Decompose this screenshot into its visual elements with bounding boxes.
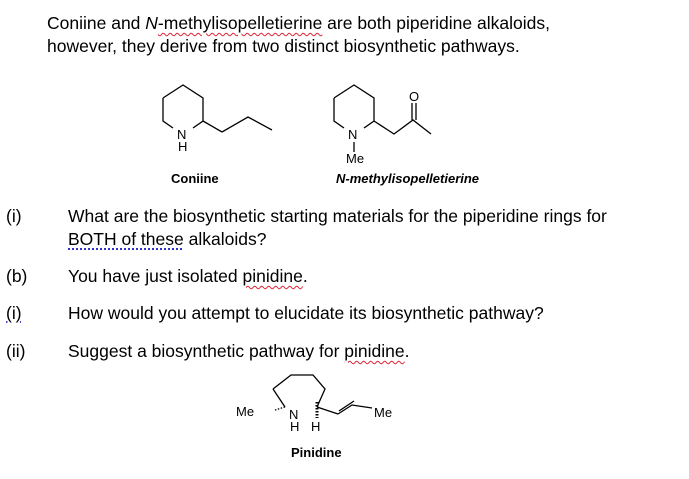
- q-num-i-2: (i): [6, 303, 22, 323]
- spellcheck-word: pinidine: [242, 266, 303, 286]
- question-b: You have just isolated pinidine.: [68, 266, 308, 286]
- q-text: alkaloids?: [183, 229, 267, 249]
- methyl-N: N: [348, 127, 358, 142]
- coniine-chain: [203, 121, 222, 132]
- question-i-2: How would you attempt to elucidate its biosynthetic pathway?: [68, 303, 544, 323]
- methyl-Me: Me: [346, 151, 365, 166]
- spellcheck-word: pinidine: [344, 341, 405, 361]
- coniine-N: N: [177, 127, 187, 142]
- question-i: [68, 205, 680, 251]
- italic-n: N: [145, 13, 158, 33]
- q-num-b: (b): [6, 266, 28, 286]
- pinidine-H2: H: [311, 419, 321, 434]
- methyl-caption: [336, 171, 479, 186]
- pinidine-Me-left: Me: [236, 404, 255, 419]
- q-num-i: (i): [6, 206, 22, 226]
- methyl-O: O: [409, 89, 420, 104]
- intro-text: are both piperidine alkaloids,: [322, 13, 550, 33]
- methyl-caption-text: N-methylisopelletierine: [336, 171, 480, 186]
- grammar-phrase: BOTH of these: [68, 229, 184, 249]
- coniine-ring: [163, 85, 203, 128]
- coniine-H: H: [178, 139, 188, 154]
- pinidine-Me-right: Me: [374, 405, 393, 420]
- q-text: What are the biosynthetic starting materials for the piperidine rings for: [68, 206, 607, 226]
- methyl-ring: [334, 85, 374, 128]
- pinidine-H1: H: [290, 419, 300, 434]
- pinidine-caption: Pinidine: [291, 445, 342, 460]
- intro-text: Coniine and: [47, 13, 146, 33]
- methyl-chain: [374, 120, 431, 134]
- q-num-ii: (ii): [6, 341, 26, 361]
- pinidine-N: N: [289, 407, 299, 422]
- question-ii: Suggest a biosynthetic pathway for pinidine.: [68, 341, 410, 361]
- coniine-caption: Coniine: [171, 171, 219, 186]
- spellcheck-word: -methylisopelletierine: [157, 13, 323, 33]
- intro-line-2: however, they derive from two distinct biosynthetic pathways.: [47, 36, 520, 56]
